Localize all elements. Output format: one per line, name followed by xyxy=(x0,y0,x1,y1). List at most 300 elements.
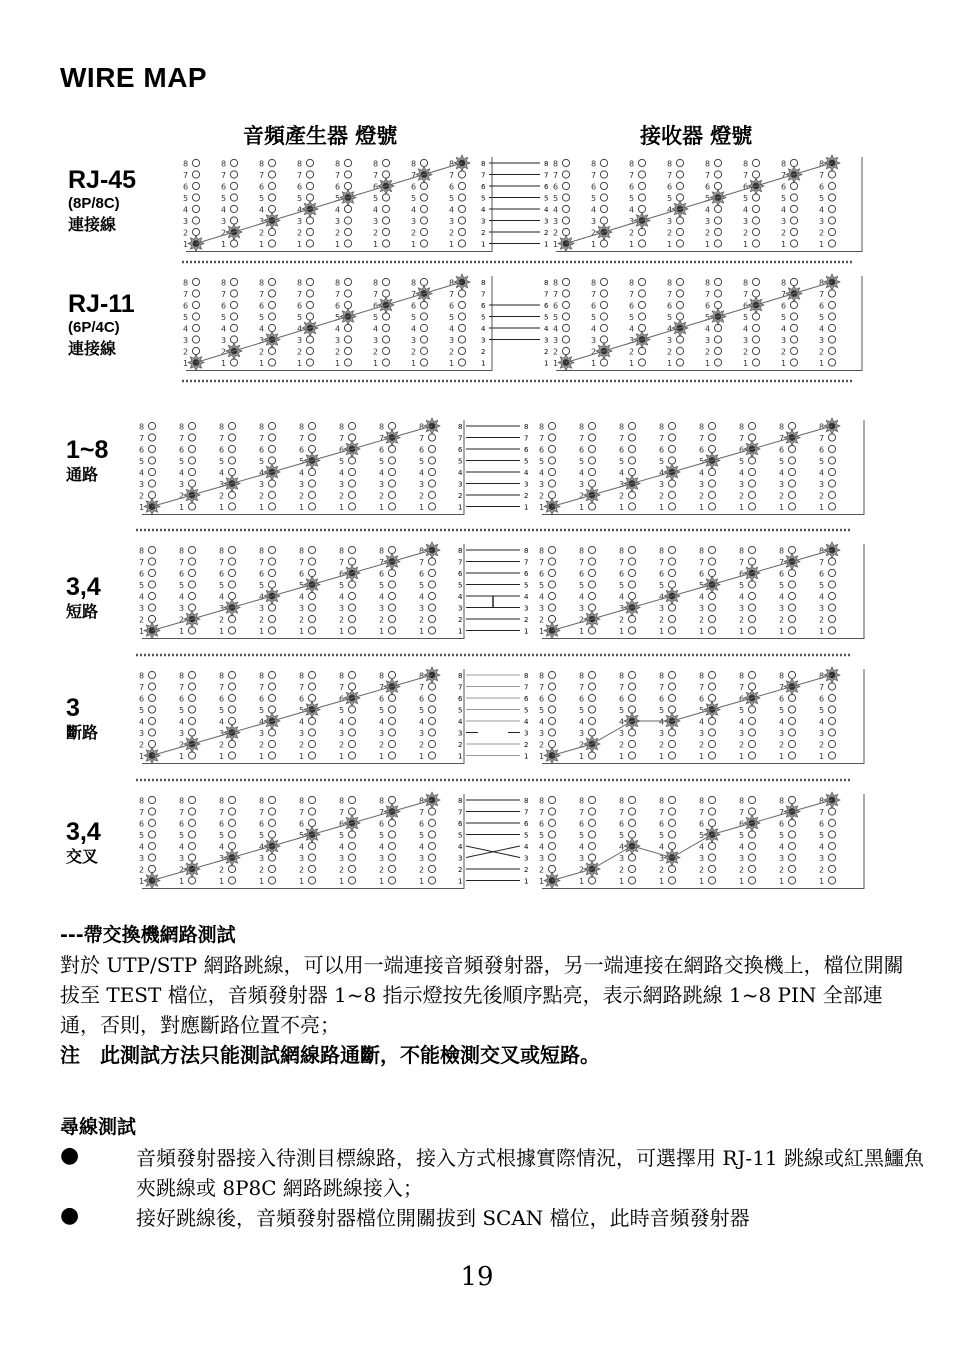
led-indicator xyxy=(188,831,195,838)
pin-number-label: 8 xyxy=(339,546,345,556)
pin-number-label: 8 xyxy=(743,278,749,288)
pin-number-label: 4 xyxy=(591,205,597,215)
led-indicator xyxy=(748,434,755,441)
wire-pin-left: 5 xyxy=(481,194,486,203)
led-indicator xyxy=(388,854,395,861)
pin-number-label: 3 xyxy=(779,480,785,489)
pin-number-label: 3 xyxy=(579,729,585,738)
led-indicator xyxy=(268,604,275,611)
led-indicator xyxy=(192,228,199,235)
pin-number-label: 7 xyxy=(739,808,745,817)
pin-number-label: 5 xyxy=(373,313,379,322)
pin-number-label: 4 xyxy=(373,324,379,334)
pin-number-label: 3 xyxy=(299,604,305,613)
pin-number-label: 2 xyxy=(819,347,825,357)
led-indicator xyxy=(548,865,555,872)
pin-number-label: 6 xyxy=(591,182,597,192)
led-indicator xyxy=(752,171,759,178)
pin-number-label: 3 xyxy=(819,480,825,489)
led-indicator xyxy=(188,842,195,849)
led-indicator xyxy=(748,796,755,803)
trace-test-heading: 尋線測試 xyxy=(60,1116,137,1138)
pin-number-label: 1 xyxy=(379,877,385,886)
pin-number-label: 8 xyxy=(539,671,545,681)
led-indicator xyxy=(382,171,389,178)
pin-number-label: 6 xyxy=(335,301,341,311)
pin-number-label: 6 xyxy=(379,819,385,829)
pin-number-label: 4 xyxy=(259,205,265,215)
pin-number-label: 1 xyxy=(667,240,673,249)
led-indicator xyxy=(148,480,155,487)
wire-pin-left: 7 xyxy=(481,171,486,180)
led-indicator xyxy=(188,683,195,690)
led-indicator xyxy=(828,217,835,224)
led-indicator xyxy=(790,159,797,166)
led-indicator xyxy=(268,831,275,838)
led-indicator xyxy=(268,491,275,498)
led-indicator xyxy=(308,729,315,736)
led-indicator xyxy=(628,671,635,678)
pin-number-label: 5 xyxy=(219,581,225,590)
pin-number-label: 2 xyxy=(219,865,225,875)
led-indicator xyxy=(708,546,715,553)
wire-pin-right: 4 xyxy=(524,593,529,601)
pin-number-label: 8 xyxy=(819,159,825,169)
led-indicator xyxy=(668,615,675,622)
wire-pin-left: 1 xyxy=(481,240,486,249)
pin-number-label: 7 xyxy=(419,683,425,692)
pin-number-label: 5 xyxy=(619,581,625,590)
pin-number-label: 6 xyxy=(739,445,745,455)
pin-number-label: 3 xyxy=(139,729,145,738)
section-label-open3: 3 斷路 xyxy=(66,694,99,742)
pin-number-label: 8 xyxy=(629,159,635,169)
pin-number-label: 6 xyxy=(629,182,635,192)
pin-number-label: 4 xyxy=(743,324,749,334)
led-indicator xyxy=(148,865,155,872)
led-indicator xyxy=(148,831,155,838)
led-indicator xyxy=(148,854,155,861)
pin-number-label: 4 xyxy=(139,717,145,727)
pin-number-label: 3 xyxy=(739,729,745,738)
led-indicator xyxy=(228,581,235,588)
pin-number-label: 6 xyxy=(705,301,711,311)
pin-number-label: 6 xyxy=(619,445,625,455)
led-indicator xyxy=(348,831,355,838)
led-indicator xyxy=(388,491,395,498)
led-indicator xyxy=(348,808,355,815)
led-indicator xyxy=(588,706,595,713)
led-indicator xyxy=(708,854,715,861)
led-indicator xyxy=(188,729,195,736)
led-indicator xyxy=(588,503,595,510)
pin-number-label: 8 xyxy=(179,546,185,556)
led-indicator xyxy=(548,546,555,553)
pin-number-label: 7 xyxy=(179,808,185,817)
pin-number-label: 3 xyxy=(139,854,145,863)
led-indicator xyxy=(752,205,759,212)
pin-number-label: 8 xyxy=(419,546,425,556)
wire-pin-right: 1 xyxy=(524,752,529,761)
led-sequence-trace xyxy=(552,426,832,507)
led-indicator xyxy=(382,278,389,285)
pin-number-label: 7 xyxy=(819,171,825,180)
led-indicator xyxy=(668,604,675,611)
led-indicator xyxy=(348,842,355,849)
pin-number-label: 5 xyxy=(379,457,385,466)
led-indicator xyxy=(148,546,155,553)
wire-pin-left: 1 xyxy=(458,752,463,761)
pin-number-label: 6 xyxy=(259,569,265,579)
pin-number-label: 3 xyxy=(259,480,265,489)
led-indicator xyxy=(308,592,315,599)
led-indicator xyxy=(668,706,675,713)
pin-number-label: 1 xyxy=(591,240,597,249)
pin-number-label: 4 xyxy=(179,468,185,478)
led-indicator xyxy=(638,278,645,285)
led-indicator xyxy=(148,683,155,690)
led-indicator xyxy=(668,581,675,588)
wire-pin-left: 8 xyxy=(458,423,463,431)
pin-number-label: 7 xyxy=(619,558,625,567)
led-indicator xyxy=(628,683,635,690)
led-indicator xyxy=(588,831,595,838)
pin-number-label: 4 xyxy=(539,592,545,602)
led-indicator xyxy=(638,313,645,320)
pin-number-label: 3 xyxy=(297,217,303,226)
led-indicator xyxy=(548,717,555,724)
pin-number-label: 4 xyxy=(699,842,705,852)
led-indicator xyxy=(188,717,195,724)
pin-number-label: 6 xyxy=(219,819,225,829)
pin-number-label: 2 xyxy=(379,740,385,750)
led-indicator xyxy=(188,796,195,803)
generator-header: 音頻產生器 燈號 xyxy=(243,124,398,148)
pin-number-label: 3 xyxy=(335,217,341,226)
led-indicator xyxy=(562,290,569,297)
pin-number-label: 1 xyxy=(619,877,625,886)
led-indicator xyxy=(192,194,199,201)
pin-number-label: 4 xyxy=(299,468,305,478)
pin-number-label: 2 xyxy=(779,491,785,501)
pin-number-label: 6 xyxy=(419,694,425,704)
pin-number-label: 4 xyxy=(739,842,745,852)
led-indicator xyxy=(708,468,715,475)
pin-number-label: 3 xyxy=(299,729,305,738)
pin-number-label: 2 xyxy=(335,347,341,357)
led-indicator xyxy=(628,546,635,553)
led-indicator xyxy=(676,290,683,297)
pin-number-label: 2 xyxy=(667,228,673,238)
pin-number-label: 1 xyxy=(629,240,635,249)
pin-number-label: 8 xyxy=(419,422,425,432)
led-indicator xyxy=(428,581,435,588)
pin-number-label: 5 xyxy=(619,831,625,840)
led-indicator xyxy=(668,729,675,736)
led-indicator xyxy=(676,347,683,354)
pin-number-label: 3 xyxy=(219,854,225,863)
led-indicator xyxy=(748,503,755,510)
wire-pin-right: 8 xyxy=(544,160,549,168)
led-indicator xyxy=(228,503,235,510)
pin-number-label: 8 xyxy=(259,422,265,432)
pin-number-label: 1 xyxy=(299,877,305,886)
pin-number-label: 6 xyxy=(579,819,585,829)
receiver-header: 接收器 燈號 xyxy=(640,124,753,148)
pin-number-label: 7 xyxy=(179,683,185,692)
led-indicator xyxy=(308,445,315,452)
pin-number-label: 2 xyxy=(219,740,225,750)
pin-number-label: 5 xyxy=(699,581,705,590)
led-indicator xyxy=(428,865,435,872)
wire-pin-left: 8 xyxy=(458,547,463,555)
led-indicator xyxy=(382,313,389,320)
led-indicator xyxy=(708,480,715,487)
led-indicator xyxy=(268,740,275,747)
led-indicator xyxy=(148,604,155,611)
led-indicator xyxy=(748,480,755,487)
led-indicator xyxy=(708,796,715,803)
led-indicator xyxy=(548,592,555,599)
led-indicator xyxy=(676,182,683,189)
pin-number-label: 8 xyxy=(299,796,305,806)
led-indicator xyxy=(428,831,435,838)
pin-number-label: 7 xyxy=(739,683,745,692)
pin-number-label: 8 xyxy=(449,278,455,288)
pin-number-label: 1 xyxy=(299,627,305,636)
pin-number-label: 5 xyxy=(591,313,597,322)
led-indicator xyxy=(676,228,683,235)
pin-number-label: 3 xyxy=(219,480,225,489)
pin-number-label: 6 xyxy=(179,445,185,455)
led-indicator xyxy=(230,217,237,224)
pin-number-label: 2 xyxy=(739,865,745,875)
led-indicator xyxy=(788,819,795,826)
pin-number-label: 2 xyxy=(619,865,625,875)
pin-number-label: 1 xyxy=(139,752,145,761)
pin-number-label: 2 xyxy=(539,615,545,625)
pin-number-label: 7 xyxy=(339,808,345,817)
pin-number-label: 1 xyxy=(449,240,455,249)
led-indicator xyxy=(788,445,795,452)
pin-number-label: 8 xyxy=(667,159,673,169)
pin-number-label: 1 xyxy=(699,627,705,636)
led-indicator xyxy=(348,683,355,690)
led-indicator xyxy=(388,717,395,724)
led-indicator xyxy=(148,819,155,826)
led-indicator xyxy=(668,491,675,498)
pin-number-label: 3 xyxy=(449,336,455,345)
pin-number-label: 8 xyxy=(139,422,145,432)
led-indicator xyxy=(192,347,199,354)
led-indicator xyxy=(548,615,555,622)
led-indicator xyxy=(600,240,607,247)
led-indicator xyxy=(230,336,237,343)
led-indicator xyxy=(428,491,435,498)
led-indicator xyxy=(828,480,835,487)
led-indicator xyxy=(790,228,797,235)
led-indicator xyxy=(382,347,389,354)
led-indicator xyxy=(148,706,155,713)
section-label-ch18: 1~8 通路 xyxy=(66,436,109,484)
led-indicator xyxy=(388,569,395,576)
led-indicator xyxy=(148,796,155,803)
led-indicator xyxy=(548,740,555,747)
pin-number-label: 6 xyxy=(779,569,785,579)
led-indicator xyxy=(600,324,607,331)
pin-number-label: 7 xyxy=(299,683,305,692)
pin-number-label: 1 xyxy=(553,240,559,249)
led-indicator xyxy=(306,240,313,247)
pin-number-label: 6 xyxy=(299,819,305,829)
pin-number-label: 6 xyxy=(667,301,673,311)
pin-number-label: 3 xyxy=(419,480,425,489)
led-indicator xyxy=(828,359,835,366)
wire-pin-right: 5 xyxy=(524,706,529,715)
led-indicator xyxy=(676,313,683,320)
wire-pin-left: 6 xyxy=(481,183,486,191)
led-indicator xyxy=(268,752,275,759)
led-indicator xyxy=(562,347,569,354)
pin-number-label: 8 xyxy=(419,796,425,806)
led-indicator xyxy=(344,324,351,331)
led-indicator xyxy=(308,615,315,622)
pin-number-label: 6 xyxy=(449,182,455,192)
page-number: 19 xyxy=(460,1262,494,1292)
led-sequence-trace xyxy=(566,282,832,363)
led-indicator xyxy=(388,706,395,713)
pin-number-label: 2 xyxy=(705,347,711,357)
pin-number-label: 1 xyxy=(659,627,665,636)
led-indicator xyxy=(348,752,355,759)
led-indicator xyxy=(790,324,797,331)
led-indicator xyxy=(308,819,315,826)
pin-number-label: 2 xyxy=(179,491,185,501)
led-indicator xyxy=(748,468,755,475)
pin-number-label: 7 xyxy=(221,290,227,299)
pin-number-label: 5 xyxy=(779,457,785,466)
pin-number-label: 2 xyxy=(179,865,185,875)
wire-pin-left: 7 xyxy=(481,290,486,299)
wire-pin-left: 8 xyxy=(481,279,486,287)
pin-number-label: 3 xyxy=(259,336,265,345)
led-indicator xyxy=(388,422,395,429)
pin-number-label: 3 xyxy=(743,217,749,226)
pin-number-label: 5 xyxy=(373,194,379,203)
pin-number-label: 2 xyxy=(299,615,305,625)
led-indicator xyxy=(714,182,721,189)
led-indicator xyxy=(628,694,635,701)
led-indicator xyxy=(748,581,755,588)
pin-number-label: 1 xyxy=(179,627,185,636)
led-indicator xyxy=(188,877,195,884)
led-indicator xyxy=(344,182,351,189)
pin-number-label: 5 xyxy=(419,831,425,840)
pin-number-label: 6 xyxy=(629,301,635,311)
wire-pin-left: 3 xyxy=(481,336,486,345)
led-indicator xyxy=(268,819,275,826)
pin-number-label: 2 xyxy=(781,347,787,357)
pin-number-label: 5 xyxy=(139,831,145,840)
led-indicator xyxy=(788,831,795,838)
led-indicator xyxy=(428,706,435,713)
led-indicator xyxy=(668,865,675,872)
wire-pin-right: 3 xyxy=(524,729,529,738)
led-indicator xyxy=(638,182,645,189)
led-indicator xyxy=(348,706,355,713)
wire-pin-right: 7 xyxy=(524,808,529,817)
wire-pin-right: 3 xyxy=(524,480,529,489)
pin-number-label: 7 xyxy=(667,290,673,299)
led-indicator xyxy=(228,819,235,826)
led-indicator xyxy=(230,313,237,320)
led-indicator xyxy=(348,615,355,622)
wire-pin-left: 2 xyxy=(458,492,463,500)
pin-number-label: 1 xyxy=(667,359,673,368)
pin-number-label: 2 xyxy=(579,865,585,875)
pin-number-label: 3 xyxy=(579,480,585,489)
pin-number-label: 2 xyxy=(739,491,745,501)
pin-number-label: 2 xyxy=(259,347,265,357)
pin-number-label: 2 xyxy=(339,865,345,875)
led-indicator xyxy=(458,171,465,178)
pin-number-label: 6 xyxy=(419,445,425,455)
pin-number-label: 1 xyxy=(139,627,145,636)
pin-number-label: 3 xyxy=(419,729,425,738)
wire-pin-right: 6 xyxy=(544,183,549,191)
pin-number-label: 8 xyxy=(379,796,385,806)
pin-number-label: 5 xyxy=(739,581,745,590)
pin-number-label: 2 xyxy=(139,740,145,750)
pin-number-label: 4 xyxy=(183,324,189,334)
led-indicator xyxy=(668,546,675,553)
pin-number-label: 4 xyxy=(139,592,145,602)
led-indicator xyxy=(828,615,835,622)
led-indicator xyxy=(588,592,595,599)
led-indicator xyxy=(588,752,595,759)
pin-number-label: 7 xyxy=(819,290,825,299)
led-indicator xyxy=(428,752,435,759)
pin-number-label: 5 xyxy=(819,313,825,322)
led-indicator xyxy=(548,694,555,701)
led-indicator xyxy=(308,422,315,429)
led-indicator xyxy=(228,546,235,553)
pin-number-label: 5 xyxy=(259,457,265,466)
led-indicator xyxy=(306,290,313,297)
pin-number-label: 7 xyxy=(419,558,425,567)
pin-number-label: 5 xyxy=(221,194,227,203)
led-indicator xyxy=(348,491,355,498)
led-indicator xyxy=(188,457,195,464)
pin-number-label: 7 xyxy=(419,434,425,443)
pin-number-label: 2 xyxy=(379,865,385,875)
pin-number-label: 2 xyxy=(779,740,785,750)
pin-number-label: 3 xyxy=(297,336,303,345)
pin-number-label: 5 xyxy=(299,831,305,840)
led-indicator xyxy=(268,865,275,872)
led-indicator xyxy=(268,301,275,308)
pin-number-label: 6 xyxy=(739,569,745,579)
pin-number-label: 6 xyxy=(591,301,597,311)
wire-pin-left: 4 xyxy=(481,325,486,333)
pin-number-label: 6 xyxy=(659,445,665,455)
led-indicator xyxy=(268,808,275,815)
led-indicator xyxy=(600,205,607,212)
pin-number-label: 4 xyxy=(297,205,303,215)
led-indicator xyxy=(752,313,759,320)
wire-pin-left: 3 xyxy=(458,729,463,738)
wire-pin-left: 4 xyxy=(458,469,463,477)
